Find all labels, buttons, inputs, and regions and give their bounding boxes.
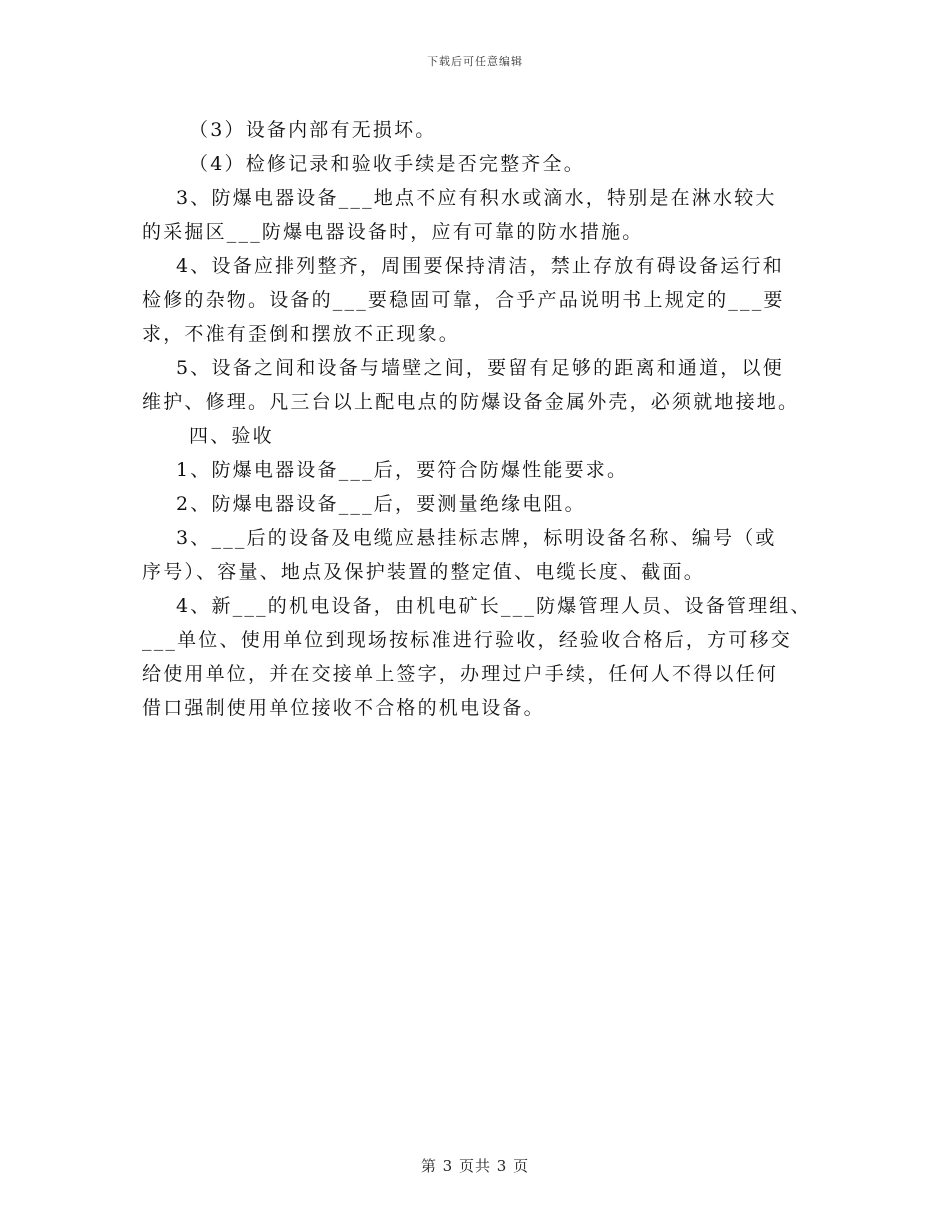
page-number: 第 3 页共 3 页 xyxy=(420,1157,530,1175)
paragraph-line: （3）设备内部有无损坏。 xyxy=(189,119,437,141)
paragraph-line: 5、设备之间和设备与墙壁之间，要留有足够的距离和通道，以便 xyxy=(176,357,784,379)
document-body xyxy=(142,113,832,725)
paragraph-line: 求，不准有歪倒和摆放不正现象。 xyxy=(142,323,461,345)
paragraph-line: （4）检修记录和验收手续是否完整齐全。 xyxy=(189,153,585,175)
paragraph-line: 4、设备应排列整齐，周围要保持清洁，禁止存放有碍设备运行和 xyxy=(176,255,784,277)
paragraph-line: 3、___后的设备及电缆应悬挂标志牌，标明设备名称、编号（或 xyxy=(176,527,777,549)
section-heading: 四、验收 xyxy=(189,425,274,447)
paragraph-line: ___单位、使用单位到现场按标准进行验收，经验收合格后，方可移交 xyxy=(142,629,792,651)
paragraph-line: 的采掘区___防爆电器设备时，应有可靠的防水措施。 xyxy=(142,221,644,243)
paragraph-line: 检修的杂物。设备的___要稳固可靠，合乎产品说明书上规定的___要 xyxy=(142,289,785,311)
paragraph-line: 借口强制使用单位接收不合格的机电设备。 xyxy=(142,697,545,719)
page-header: 下载后可任意编辑 xyxy=(427,55,523,68)
paragraph-line: 给使用单位，并在交接单上签字，办理过户手续，任何人不得以任何 xyxy=(142,663,779,685)
paragraph-line: 2、防爆电器设备___后，要测量绝缘电阻。 xyxy=(176,493,586,515)
paragraph-line: 维护、修理。凡三台以上配电点的防爆设备金属外壳，必须就地接地。 xyxy=(142,391,800,413)
paragraph-line: 序号）、容量、地点及保护装置的整定值、电缆长度、截面。 xyxy=(142,561,705,583)
paragraph-line: 3、防爆电器设备___地点不应有积水或滴水，特别是在淋水较大 xyxy=(176,187,777,209)
paragraph-line: 1、防爆电器设备___后，要符合防爆性能要求。 xyxy=(176,459,629,481)
paragraph-line: 4、新___的机电设备，由机电矿长___防爆管理人员、设备管理组、 xyxy=(176,595,812,617)
